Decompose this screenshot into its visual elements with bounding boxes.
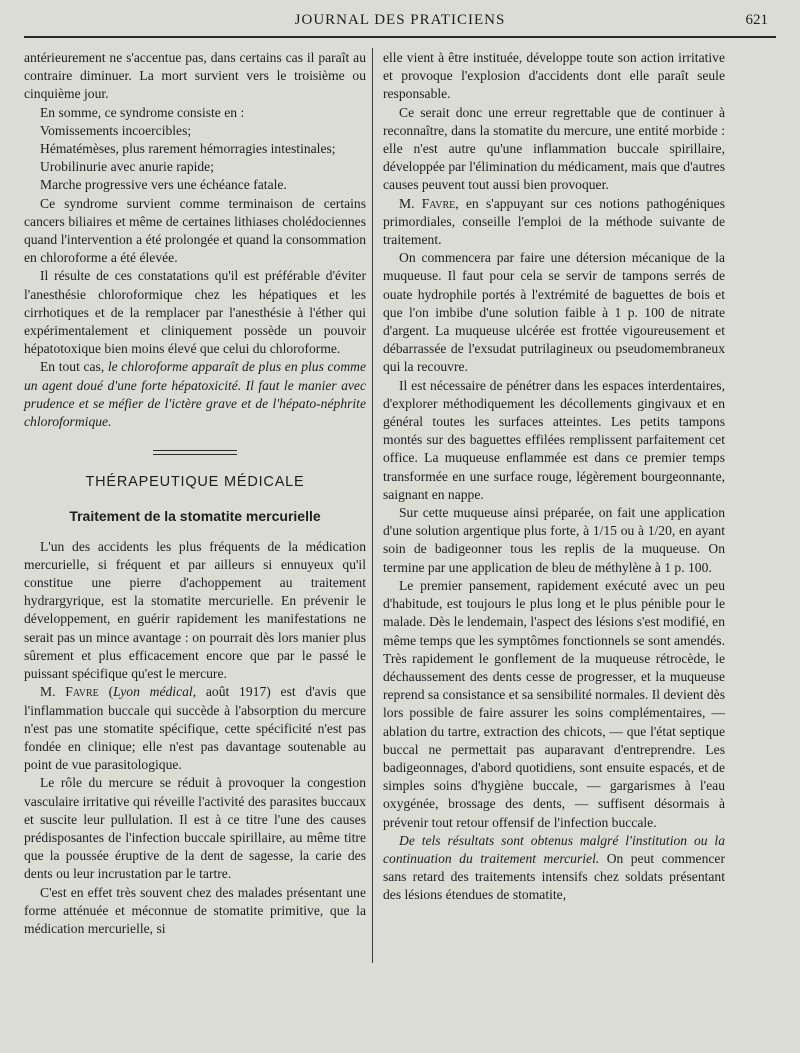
- paragraph: elle vient à être instituée, développe toute son action irritative et provoque l'explosion d'accidents dont elle paraît seule responsable.: [383, 50, 725, 102]
- page-number: 621: [745, 12, 768, 28]
- journal-name: Lyon médical: [113, 684, 193, 700]
- paragraph-text: (: [108, 684, 114, 700]
- running-title: JOURNAL DES PRATICIENS: [294, 12, 506, 28]
- list-item: Hématémèses, plus rarement hémorragies intestinales;: [40, 141, 336, 157]
- paragraph-text: M.: [399, 195, 415, 211]
- paragraph: [24, 683, 366, 774]
- paragraph-text: , août 1917) est d'avis que l'inflammation buccale qui succède à l'absorption du mercure n'est pas une stomatite spécifique, cette spécificité n'est pas fondée en clinique; elle n'est pas davantage soutenable au point de vue parasitologique.: [24, 684, 366, 773]
- paragraph: Ce syndrome survient comme terminaison de certains cancers biliaires et même de certaines lithiases cholédociennes quand l'intervention a été prolongée et quand la consommation en chloroforme a été élevée.: [24, 195, 366, 266]
- paragraph-text: En tout cas,: [40, 359, 105, 375]
- paragraph: Ce serait donc une erreur regrettable que de continuer à reconnaître, dans la stomatite du mercure, une entité morbide : elle n'est autre qu'une inflammation buccale spirillaire, développée par l'élimination du médicament, mais que d'autres causes peuvent tout aussi bien provoquer.: [383, 104, 725, 193]
- paragraph: En somme, ce syndrome consiste en :: [40, 104, 245, 120]
- paragraph: L'un des accidents les plus fréquents de la médication mercurielle, si fréquent et par ailleurs si ennuyeux qu'il constitue une pierre d'achoppement au traitement hydrargyrique, est la stomatite mercurielle. En prévenir le développement, en guérir rapidement les manifestations ne serait pas un mince avantage : on pourrait dès lors manier plus sûrement et plus efficacement encore que par le passé le puissant spécifique qu'est le mercure.: [24, 538, 366, 682]
- paragraph: On commencera par faire une détersion mécanique de la muqueuse. Il faut pour cela se servir de tampons serrés de ouate hydrophile portés à l'extrémité de baguettes de bois et que l'on imbibe d'une solution faible à 1 p. 100 de nitrate d'argent. La muqueuse ulcérée est frottée vigoureusement et débarrassée de l'exsudat putrilagineux ou pseudomembraneux qui la recouvre.: [383, 250, 725, 375]
- header-rule: [24, 36, 776, 38]
- emphasis-text: De tels résultats sont obtenus malgré l'institution ou la continuation du traitement mercuriel.: [383, 832, 725, 866]
- paragraph: [24, 358, 366, 431]
- left-column: [24, 49, 366, 938]
- author-name: Favre: [65, 684, 99, 700]
- section-title: THÉRAPEUTIQUE MÉDICALE: [85, 474, 305, 491]
- paragraph: Il résulte de ces constatations qu'il est préférable d'éviter l'anesthésie chloroformique chez les hépatiques et les cirrhotiques et de la remplacer par l'anesthésie à l'éther qui expérimentalement et cliniquement possède un pouvoir hépatotoxique bien moins élevé que celui du chloroforme.: [24, 268, 366, 357]
- paragraph: C'est en effet très souvent chez des malades présentant une forme atténuée et méconnue de stomatite primitive, que la médication mercurielle, si: [24, 884, 366, 936]
- list-item: Urobilinurie avec anurie rapide;: [40, 159, 214, 175]
- list-item: Marche progressive vers une échéance fatale.: [40, 177, 287, 193]
- right-column: [383, 49, 725, 905]
- emphasis-text: le chloroforme apparaît de plus en plus comme un agent doué d'une forte hépatoxicité. Il faut le manier avec prudence et se méfier de l'ictère grave et de l'hépato-néphrite chloroformique.: [24, 359, 367, 430]
- paragraph: Sur cette muqueuse ainsi préparée, on fait une application d'une solution argentique plus forte, à 1/15 ou à 1/20, en ayant soin de badigeonner tous les replis de la muqueuse. On termine par une application de bleu de méthylène à 1 p. 100.: [383, 505, 725, 575]
- paragraph: Il est nécessaire de pénétrer dans les espaces interdentaires, d'explorer méthodiquement les décollements gingivaux et en général toutes les surfaces atteintes. Les petits tampons montés sur des baguettes effilées remplissent parfaitement cet office. La muqueuse enflammée est dans ce premier temps transformée en une surface rouge, légèrement bourgeonnante, saignant en nappe.: [383, 377, 725, 502]
- paragraph: [383, 832, 725, 905]
- author-name: Favre: [421, 195, 456, 211]
- section-divider: [153, 450, 237, 455]
- paragraph-text: On peut commencer sans retard des traitements intensifs chez soldats présentant des lésions étendues de stomatite,: [383, 850, 725, 903]
- page-header: [24, 8, 776, 32]
- paragraph: [383, 195, 725, 250]
- paragraph-text: , en s'appuyant sur ces notions pathogéniques primordiales, conseille l'emploi de la méthode suivante de traitement.: [383, 195, 725, 248]
- paragraph: Le rôle du mercure se réduit à provoquer la congestion vasculaire irritative qui réveille l'activité des parasites buccaux et suscite leur pullulation. Il est à ce titre l'une des causes prédisposantes de l'infection buccale spirillaire, au même titre que la poussée éruptive de la dent de sagesse, la carie des dents ou leur incrustation par le tartre.: [24, 775, 366, 882]
- column-divider: [372, 48, 373, 963]
- paragraph: antérieurement ne s'accentue pas, dans certains cas il paraît au contraire diminuer. La mort survient vers le troisième ou cinquième jour.: [24, 50, 366, 102]
- list-item: Vomissements incoercibles;: [40, 122, 192, 138]
- article-title: Traitement de la stomatite mercurielle: [69, 508, 321, 525]
- paragraph: Le premier pansement, rapidement exécuté avec un peu d'habitude, est toujours le plus long et le plus pénible pour le malade. Dès le lendemain, l'aspect des lésions s'est modifié, en même temps que les symptômes fonctionnels se sont amendés. Très rapidement le gonflement de la muqueuse rétrocède, le déchaussement des dents cesse de progresser, et la muqueuse reprend sa consistance et sa sensibilité normales. Il devient dès lors possible de faire assurer les soins complémentaires, — ablation du tartre, extraction des chicots, — que l'état septique buccal ne permettait pas auparavant d'entreprendre. Les badigeonnages, d'abord quotidiens, sont ensuite espacés, et de simples soins d'hygiène buccale, — gargarismes à l'eau oxygénée, brossage des dents, — suffisent désormais à prévenir tout retour offensif de l'infection buccale.: [383, 577, 726, 830]
- paragraph-text: M.: [40, 684, 56, 700]
